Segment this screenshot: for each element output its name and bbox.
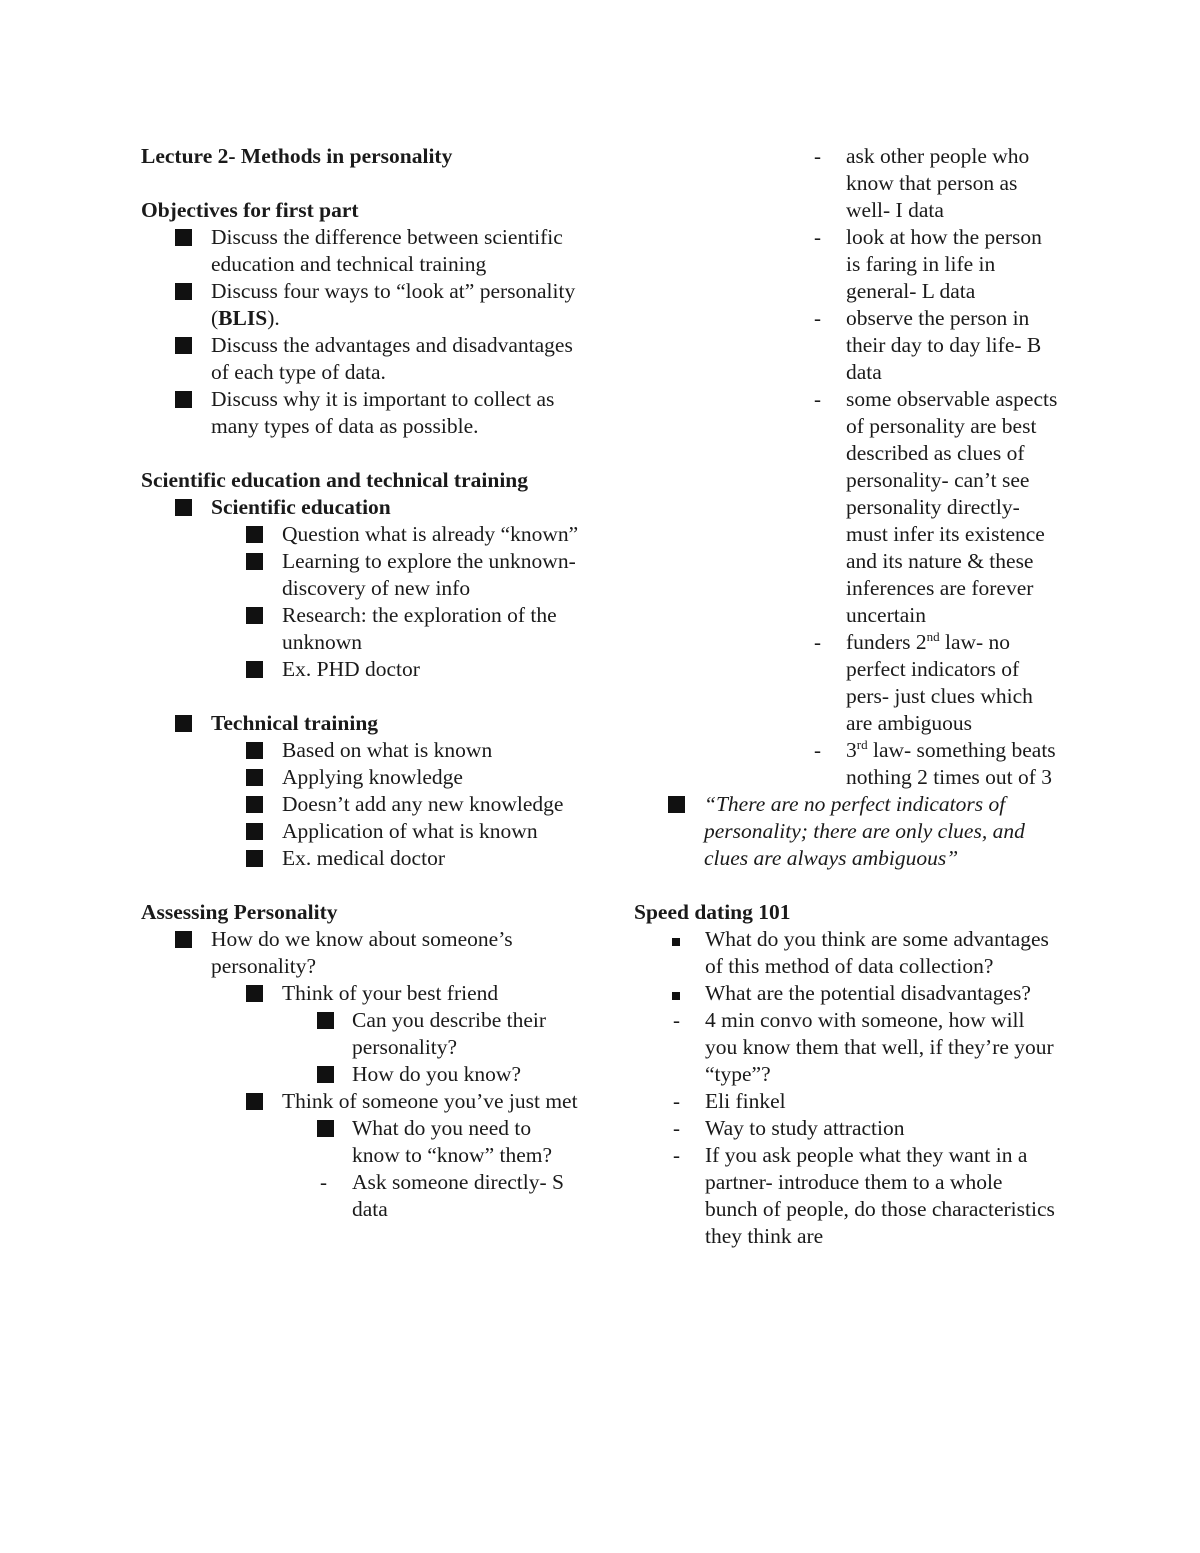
list-item: - 3rd law- something beats nothing 2 times out of 3	[814, 736, 1056, 789]
list-item: - observe the person in their day to day life- B data	[814, 306, 1042, 384]
small-square-bullet-icon	[672, 938, 680, 946]
list-item: - Eli finkel	[673, 1089, 786, 1113]
speed-dating-heading: Speed dating 101	[634, 900, 791, 924]
list-item: - Ask someone directly- S data	[320, 1170, 564, 1221]
tech-label: Technical training	[211, 711, 379, 735]
list-item: Ex. PHD doctor	[141, 656, 581, 683]
list-item: Discuss the difference between scientific education and technical training	[141, 224, 581, 278]
list-item: - 4 min convo with someone, how will you know them that well, if they’re your “type”?	[673, 1008, 1054, 1086]
objectives-heading: Objectives for first part	[141, 198, 359, 222]
list-item: How do you know?	[141, 1061, 581, 1088]
square-bullet-icon	[175, 337, 192, 354]
list-item: Discuss four ways to “look at” personality (BLIS).	[141, 278, 581, 332]
square-bullet-icon	[317, 1012, 334, 1029]
square-bullet-icon	[246, 1093, 263, 1110]
list-item: Applying knowledge	[141, 764, 581, 791]
assessing-list	[141, 926, 581, 1223]
objectives-list	[141, 224, 581, 440]
square-bullet-icon	[246, 553, 263, 570]
list-item	[141, 494, 581, 521]
technical-list	[141, 710, 581, 872]
square-bullet-icon	[175, 283, 192, 300]
list-item: What do you think are some advantages of this method of data collection?	[634, 926, 1059, 980]
dash-bullet-icon: -	[673, 1089, 680, 1113]
sci-edu-label: Scientific education	[211, 495, 391, 519]
list-item: - some observable aspects of personality are best described as clues of personality- can’t see personality directly- must infer its existence and its nature & these inferences are forever uncertain	[814, 387, 1058, 627]
list-item: Learning to explore the unknown- discovery of new info	[141, 548, 581, 602]
blis-acronym: BLIS	[218, 306, 268, 330]
right-column	[634, 143, 1074, 1250]
list-item: Discuss the advantages and disadvantages of each type of data.	[141, 332, 581, 386]
assessing-heading: Assessing Personality	[141, 900, 338, 924]
dash-bullet-icon: -	[673, 1143, 680, 1167]
square-bullet-icon	[246, 742, 263, 759]
data-types-list	[634, 143, 1059, 872]
list-item: What are the potential disadvantages?	[634, 980, 1059, 1007]
square-bullet-icon	[246, 526, 263, 543]
speed-dating-list	[634, 926, 1059, 1250]
square-bullet-icon	[246, 796, 263, 813]
list-item: Think of your best friend	[141, 980, 581, 1007]
list-item: Research: the exploration of the unknown	[141, 602, 581, 656]
quote-text: “There are no perfect indicators of personality; there are only clues, and clues are always ambiguous”	[704, 792, 1025, 870]
dash-bullet-icon: -	[814, 738, 821, 762]
dash-bullet-icon: -	[673, 1116, 680, 1140]
square-bullet-icon	[175, 715, 192, 732]
dash-bullet-icon: -	[814, 144, 821, 168]
square-bullet-icon	[246, 607, 263, 624]
dash-bullet-icon: -	[814, 225, 821, 249]
square-bullet-icon	[246, 661, 263, 678]
square-bullet-icon	[175, 931, 192, 948]
square-bullet-icon	[317, 1120, 334, 1137]
list-item: How do we know about someone’s personality?	[141, 926, 581, 980]
square-bullet-icon	[175, 499, 192, 516]
list-item: - If you ask people what they want in a partner- introduce them to a whole bunch of people, do those characteristics they think are	[673, 1143, 1055, 1248]
list-item: - look at how the person is faring in life in general- L data	[814, 225, 1042, 303]
dash-bullet-icon: -	[814, 306, 821, 330]
lecture-title: Lecture 2- Methods in personality	[141, 144, 453, 168]
square-bullet-icon	[246, 823, 263, 840]
list-item: Discuss why it is important to collect as many types of data as possible.	[141, 386, 581, 440]
list-item: Ex. medical doctor	[141, 845, 581, 872]
square-bullet-icon	[246, 985, 263, 1002]
list-item: - Way to study attraction	[673, 1116, 905, 1140]
square-bullet-icon	[246, 850, 263, 867]
list-item: - funders 2nd law- no perfect indicators of pers- just clues which are ambiguous	[814, 628, 1033, 735]
dash-bullet-icon: -	[814, 630, 821, 654]
square-bullet-icon	[175, 391, 192, 408]
dash-bullet-icon: -	[673, 1008, 680, 1032]
list-item: What do you need to know to “know” them?	[141, 1115, 581, 1169]
list-item: Question what is already “known”	[141, 521, 581, 548]
list-item: Can you describe their personality?	[141, 1007, 581, 1061]
list-item	[634, 791, 1059, 872]
square-bullet-icon	[317, 1066, 334, 1083]
small-square-bullet-icon	[672, 992, 680, 1000]
dash-bullet-icon: -	[814, 387, 821, 411]
list-item: Application of what is known	[141, 818, 581, 845]
list-item: Doesn’t add any new knowledge	[141, 791, 581, 818]
square-bullet-icon	[668, 796, 685, 813]
list-item: - ask other people who know that person as well- I data	[814, 144, 1030, 222]
sci-tech-list	[141, 494, 581, 683]
dash-bullet-icon: -	[320, 1170, 327, 1194]
square-bullet-icon	[246, 769, 263, 786]
sci-tech-heading: Scientific education and technical training	[141, 468, 528, 492]
square-bullet-icon	[175, 229, 192, 246]
left-column	[141, 143, 581, 1223]
list-item	[141, 710, 581, 737]
list-item: Based on what is known	[141, 737, 581, 764]
list-item: Think of someone you’ve just met	[141, 1088, 581, 1115]
